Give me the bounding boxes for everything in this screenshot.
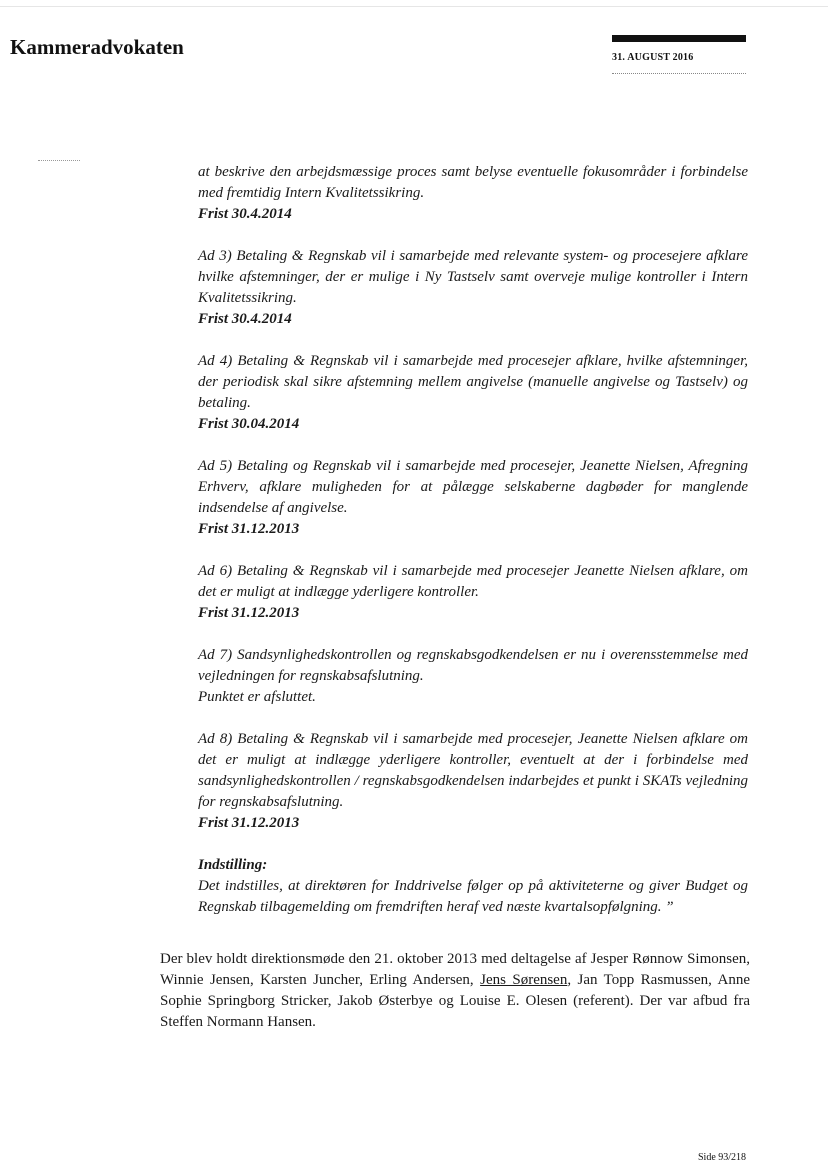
intro-text: at beskrive den arbejdsmæssige proces samt belyse eventuelle fokusområder i forbindelse med fremtidig Intern Kvalitetssikring. bbox=[198, 164, 748, 201]
meeting-paragraph bbox=[160, 949, 750, 1033]
intro-paragraph bbox=[198, 162, 748, 225]
firm-name: Kammeradvokaten bbox=[10, 35, 184, 59]
page-number: Side 93/218 bbox=[698, 1152, 747, 1163]
deadline: Frist 31.12.2013 bbox=[198, 815, 300, 831]
item-paragraph bbox=[198, 729, 748, 834]
meeting-text-end: , Jan Topp Rasmussen, Anne Sophie Springborg Stricker, Jakob Østerbye og Louise E. Olesen (referent). Der var afbud fra Steffen Normann Hansen. bbox=[160, 972, 750, 1030]
item-paragraph bbox=[198, 351, 748, 435]
item-paragraph bbox=[198, 645, 748, 708]
deadline: Frist 31.12.2013 bbox=[198, 605, 300, 621]
deadline: Frist 30.4.2014 bbox=[198, 311, 292, 327]
item-text: Ad 6) Betaling & Regnskab vil i samarbejde med procesejer Jeanette Nielsen afklare, om det er muligt at indlægge yderligere kontroller. bbox=[198, 563, 748, 600]
item-paragraph bbox=[198, 246, 748, 330]
quoted-section bbox=[198, 162, 748, 939]
margin-dotted-rule bbox=[38, 160, 80, 161]
deadline: Frist 30.04.2014 bbox=[198, 416, 300, 432]
top-edge-line bbox=[0, 6, 828, 7]
deadline: Frist 31.12.2013 bbox=[198, 521, 300, 537]
header-bar bbox=[612, 35, 746, 42]
meeting-text-start: Der blev holdt direktionsmøde den 21. oktober 2013 med deltagelse af Jesper Rønnow Simonsen, Winnie Jensen, Karsten Juncher, Erling Andersen, bbox=[160, 951, 750, 988]
underlined-name: Jens Sørensen bbox=[480, 972, 568, 988]
status-note: Punktet er afsluttet. bbox=[198, 689, 316, 705]
recommendation-heading: Indstilling: bbox=[198, 857, 268, 873]
item-text: Ad 3) Betaling & Regnskab vil i samarbejde med relevante system- og procesejere afklare hvilke afstemninger, der er mulige i Ny Tastselv samt overveje mulige kontroller i Intern Kvalitetssikring. bbox=[198, 248, 748, 306]
deadline: Frist 30.4.2014 bbox=[198, 206, 292, 222]
header-date: 31. AUGUST 2016 bbox=[612, 52, 694, 63]
item-paragraph bbox=[198, 561, 748, 624]
item-text: Ad 8) Betaling & Regnskab vil i samarbejde med procesejer, Jeanette Nielsen afklare om det er muligt at indlægge yderligere kontroller, eventuelt at der i forbindelse med sandsynlighedskontrollen / regnskabsgodkendelsen indarbejdes et punkt i SKATs vejledning for regnskabsafslutning. bbox=[198, 731, 748, 810]
header-dotted-rule bbox=[612, 73, 746, 74]
recommendation-text: Det indstilles, at direktøren for Inddrivelse følger op på aktiviteterne og giver Budget og Regnskab tilbagemelding om fremdriften heraf ved næste kvartalsopfølgning. ” bbox=[198, 878, 748, 915]
item-paragraph bbox=[198, 456, 748, 540]
item-text: Ad 4) Betaling & Regnskab vil i samarbejde med procesejer afklare, hvilke afstemninger, der periodisk skal sikre afstemning mellem angivelse (manuelle angivelse og Tastselv) og betaling. bbox=[198, 353, 748, 411]
recommendation-paragraph bbox=[198, 855, 748, 918]
item-text: Ad 7) Sandsynlighedskontrollen og regnskabsgodkendelsen er nu i overensstemmelse med vejledningen for regnskabsafslutning. bbox=[198, 647, 748, 684]
item-text: Ad 5) Betaling og Regnskab vil i samarbejde med procesejer, Jeanette Nielsen, Afregning Erhverv, afklare muligheden for at pålægge selskaberne dagbøder for manglende indsendelse af angivelse. bbox=[198, 458, 748, 516]
